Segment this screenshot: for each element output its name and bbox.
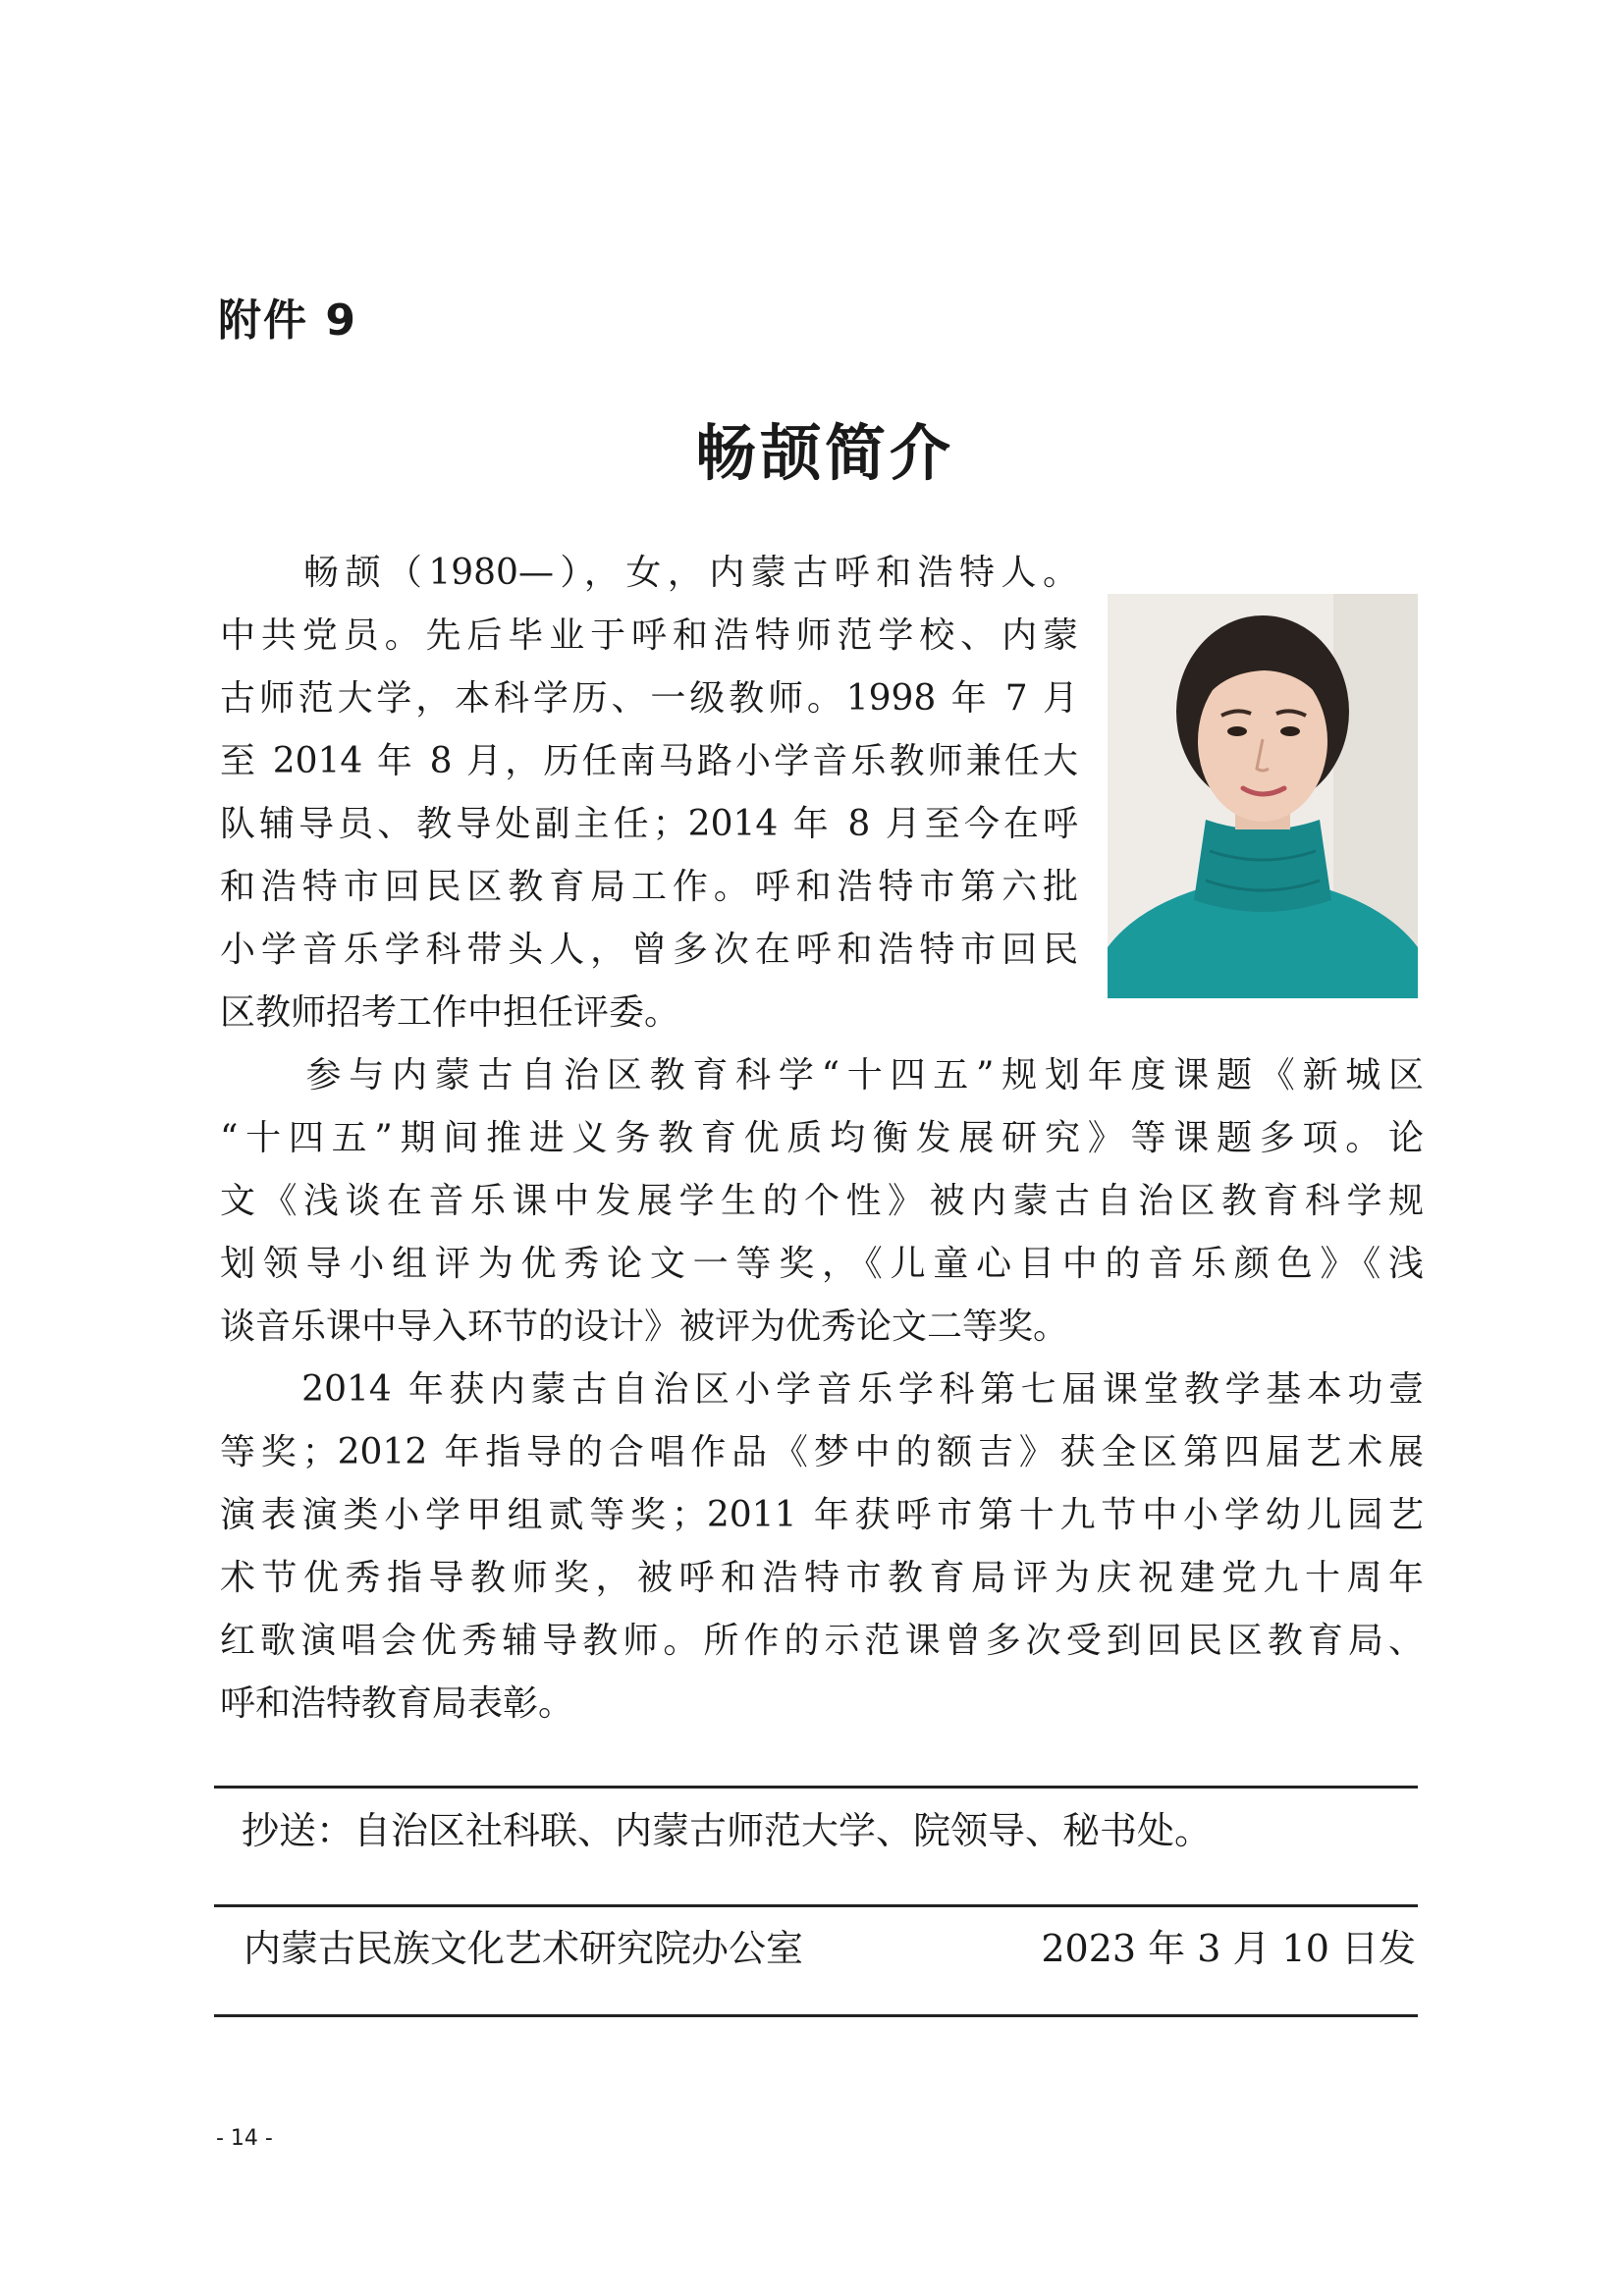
bio-line: 中共党员。先后毕业于呼和浩特师范学校、内蒙 <box>220 615 1078 656</box>
bio-line: 队辅导员、教导处副主任；2014 年 8 月至今在呼 <box>220 804 1078 844</box>
issuing-office: 内蒙古民族文化艺术研究院办公室 <box>244 1927 804 1970</box>
bio-line: 2014 年获内蒙古自治区小学音乐学科第七届课堂教学基本功壹 <box>220 1369 1424 1410</box>
bio-line: 呼和浩特教育局表彰。 <box>220 1683 574 1724</box>
bio-line: 谈音乐课中导入环节的设计》被评为优秀论文二等奖。 <box>220 1307 1069 1347</box>
bio-line: 古师范大学，本科学历、一级教师。1998 年 7 月 <box>220 678 1078 719</box>
issue-date: 2023 年 3 月 10 日发 <box>1041 1927 1416 1970</box>
bio-line: 演表演类小学甲组贰等奖；2011 年获呼市第十九节中小学幼儿园艺 <box>220 1495 1424 1535</box>
bio-line: 区教师招考工作中担任评委。 <box>220 992 680 1033</box>
bio-line: 参与内蒙古自治区教育科学“十四五”规划年度课题《新城区 <box>220 1055 1424 1095</box>
divider-middle <box>214 1904 1418 1907</box>
bio-line: 术节优秀指导教师奖，被呼和浩特市教育局评为庆祝建党九十周年 <box>220 1558 1424 1598</box>
bio-line: 和浩特市回民区教育局工作。呼和浩特市第六批 <box>220 867 1078 907</box>
cc-list: 抄送：自治区社科联、内蒙古师范大学、院领导、秘书处。 <box>242 1809 1213 1852</box>
page-number: - 14 - <box>216 2126 273 2151</box>
divider-bottom <box>214 2014 1418 2017</box>
bio-line: 等奖；2012 年指导的合唱作品《梦中的额吉》获全区第四届艺术展 <box>220 1432 1424 1472</box>
attachment-label: 附件 9 <box>218 295 357 346</box>
bio-line: 红歌演唱会优秀辅导教师。所作的示范课曾多次受到回民区教育局、 <box>220 1621 1424 1661</box>
bio-line: 至 2014 年 8 月，历任南马路小学音乐教师兼任大 <box>220 741 1078 781</box>
bio-line: 文《浅谈在音乐课中发展学生的个性》被内蒙古自治区教育科学规 <box>220 1181 1424 1221</box>
portrait-photo <box>1108 594 1418 998</box>
bio-line: “十四五”期间推进义务教育优质均衡发展研究》等课题多项。论 <box>220 1118 1424 1158</box>
bio-line: 划领导小组评为优秀论文一等奖，《儿童心目中的音乐颜色》《浅 <box>220 1244 1424 1284</box>
bio-line: 小学音乐学科带头人，曾多次在呼和浩特市回民 <box>220 930 1078 970</box>
bio-line: 畅颉（1980—），女，内蒙古呼和浩特人。 <box>220 553 1078 593</box>
page-title: 畅颉简介 <box>694 417 954 489</box>
divider-top <box>214 1786 1418 1789</box>
